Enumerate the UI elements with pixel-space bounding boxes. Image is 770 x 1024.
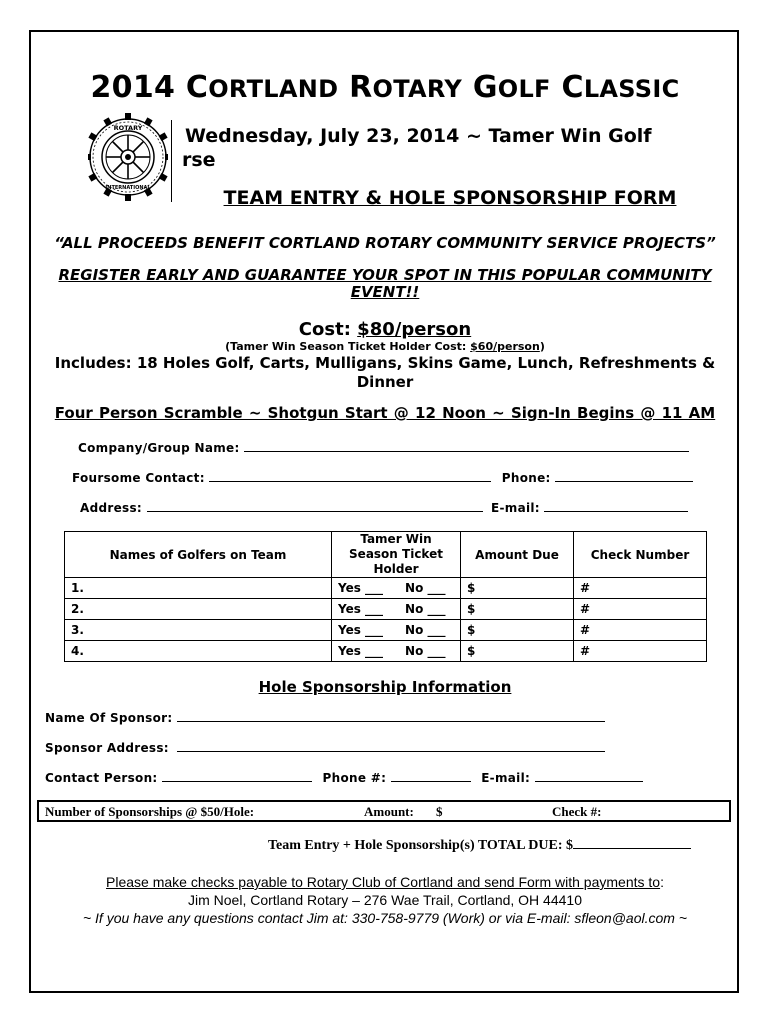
contact-questions: ~ If you have any questions contact Jim at: 330-758-9779 (Work) or via E-mail: sfleon@aol.com ~ xyxy=(82,910,688,926)
header-check-number: Check Number xyxy=(574,532,707,578)
sponsor-phone-label: Phone #: xyxy=(322,771,387,785)
company-row xyxy=(78,441,689,455)
total-due-row xyxy=(268,837,691,854)
address-input-line[interactable] xyxy=(147,501,483,512)
tamer-cost-value: $60/person xyxy=(470,340,540,353)
register-notice: REGISTER EARLY AND GUARANTEE YOUR SPOT IN THIS POPULAR COMMUNITY EVENT!! xyxy=(58,266,712,301)
checks-payable-note: Please make checks payable to Rotary Club of Cortland and send Form with payments to: xyxy=(106,874,664,890)
golfer-table xyxy=(64,531,707,662)
tamer-cost-line: (Tamer Win Season Ticket Holder Cost: $60/person) xyxy=(225,340,545,353)
contact-input-line[interactable] xyxy=(162,771,312,782)
tamer-holder-cell[interactable]: Yes ___ No ___ xyxy=(332,641,461,662)
logo-text-bottom: INTERNATIONAL xyxy=(105,185,151,191)
header-divider xyxy=(171,120,172,202)
table-row xyxy=(65,578,707,599)
table-row xyxy=(65,620,707,641)
mailing-address: Jim Noel, Cortland Rotary – 276 Wae Trail, Cortland, OH 44410 xyxy=(188,892,582,908)
cost-line xyxy=(30,319,740,340)
includes-list: Includes: 18 Holes Golf, Carts, Mulligans, Skins Game, Lunch, Refreshments & Dinner xyxy=(54,354,716,391)
event-date-line-1: Wednesday, July 23, 2014 ~ Tamer Win Golf xyxy=(185,125,652,147)
scramble-info: Four Person Scramble ~ Shotgun Start @ 12 Noon ~ Sign-In Begins @ 11 AM xyxy=(54,404,716,422)
cost-value: $80/person xyxy=(357,319,472,340)
company-input-line[interactable] xyxy=(244,441,689,452)
tamer-holder-cell[interactable]: Yes ___ No ___ xyxy=(332,578,461,599)
sponsor-phone-input-line[interactable] xyxy=(391,771,471,782)
check-cell[interactable]: # xyxy=(574,599,707,620)
amount-cell[interactable]: $ xyxy=(461,599,574,620)
company-label: Company/Group Name: xyxy=(78,441,240,455)
rotary-logo xyxy=(88,112,168,202)
phone-label: Phone: xyxy=(501,471,551,485)
tamer-holder-cell[interactable]: Yes ___ No ___ xyxy=(332,620,461,641)
header-amount-due: Amount Due xyxy=(461,532,574,578)
amount-cell[interactable]: $ xyxy=(461,620,574,641)
cost-label: Cost: xyxy=(298,319,351,340)
page-title: 2014 CORTLAND ROTARY GOLF CLASSIC xyxy=(90,70,680,105)
foursome-label: Foursome Contact: xyxy=(72,471,205,485)
sponsor-name-row xyxy=(45,711,605,725)
contact-row xyxy=(45,771,643,785)
email-input-line[interactable] xyxy=(544,501,688,512)
logo-text-top: ROTARY xyxy=(113,124,143,132)
table-row xyxy=(65,641,707,662)
total-due-input-line[interactable] xyxy=(573,837,691,849)
golfer-name-cell[interactable]: 1. xyxy=(65,578,332,599)
proceeds-statement: “ALL PROCEEDS BENEFIT CORTLAND ROTARY COMMUNITY SERVICE PROJECTS” xyxy=(54,234,716,252)
sponsor-address-label: Sponsor Address: xyxy=(45,741,169,755)
amount-cell[interactable]: $ xyxy=(461,578,574,599)
amount-cell[interactable]: $ xyxy=(461,641,574,662)
hole-sponsorship-title: Hole Sponsorship Information xyxy=(258,678,512,696)
event-date-line-2: rse xyxy=(182,149,216,171)
sponsorship-amount-symbol: $ xyxy=(436,804,443,819)
sponsor-name-label: Name Of Sponsor: xyxy=(45,711,173,725)
golfer-name-cell[interactable]: 4. xyxy=(65,641,332,662)
address-label: Address: xyxy=(80,501,143,515)
sponsorship-amount-label: Amount: xyxy=(364,804,414,819)
contact-label: Contact Person: xyxy=(45,771,158,785)
sponsor-email-label: E-mail: xyxy=(481,771,531,785)
sponsor-address-row xyxy=(45,741,605,755)
header-golfer-names: Names of Golfers on Team xyxy=(65,532,332,578)
sponsorship-check-label: Check #: xyxy=(552,804,602,819)
table-header-row xyxy=(65,532,707,578)
golfer-name-cell[interactable]: 2. xyxy=(65,599,332,620)
tamer-holder-cell[interactable]: Yes ___ No ___ xyxy=(332,599,461,620)
email-label: E-mail: xyxy=(490,501,540,515)
header-tamer-holder: Tamer Win Season Ticket Holder xyxy=(332,532,461,578)
check-cell[interactable]: # xyxy=(574,578,707,599)
sponsor-address-input-line[interactable] xyxy=(177,741,605,752)
address-row xyxy=(80,501,688,515)
total-due-label: Team Entry + Hole Sponsorship(s) TOTAL DUE: $ xyxy=(268,838,574,853)
form-title: TEAM ENTRY & HOLE SPONSORSHIP FORM xyxy=(223,187,677,209)
check-cell[interactable]: # xyxy=(574,641,707,662)
sponsorship-box xyxy=(37,800,731,822)
sponsor-name-input-line[interactable] xyxy=(177,711,605,722)
sponsor-email-input-line[interactable] xyxy=(535,771,643,782)
table-row xyxy=(65,599,707,620)
phone-input-line[interactable] xyxy=(555,471,693,482)
sponsorship-count-label: Number of Sponsorships @ $50/Hole: xyxy=(45,804,255,819)
foursome-input-line[interactable] xyxy=(209,471,491,482)
golfer-name-cell[interactable]: 3. xyxy=(65,620,332,641)
check-cell[interactable]: # xyxy=(574,620,707,641)
event-date-line xyxy=(182,124,705,172)
foursome-row xyxy=(72,471,693,485)
